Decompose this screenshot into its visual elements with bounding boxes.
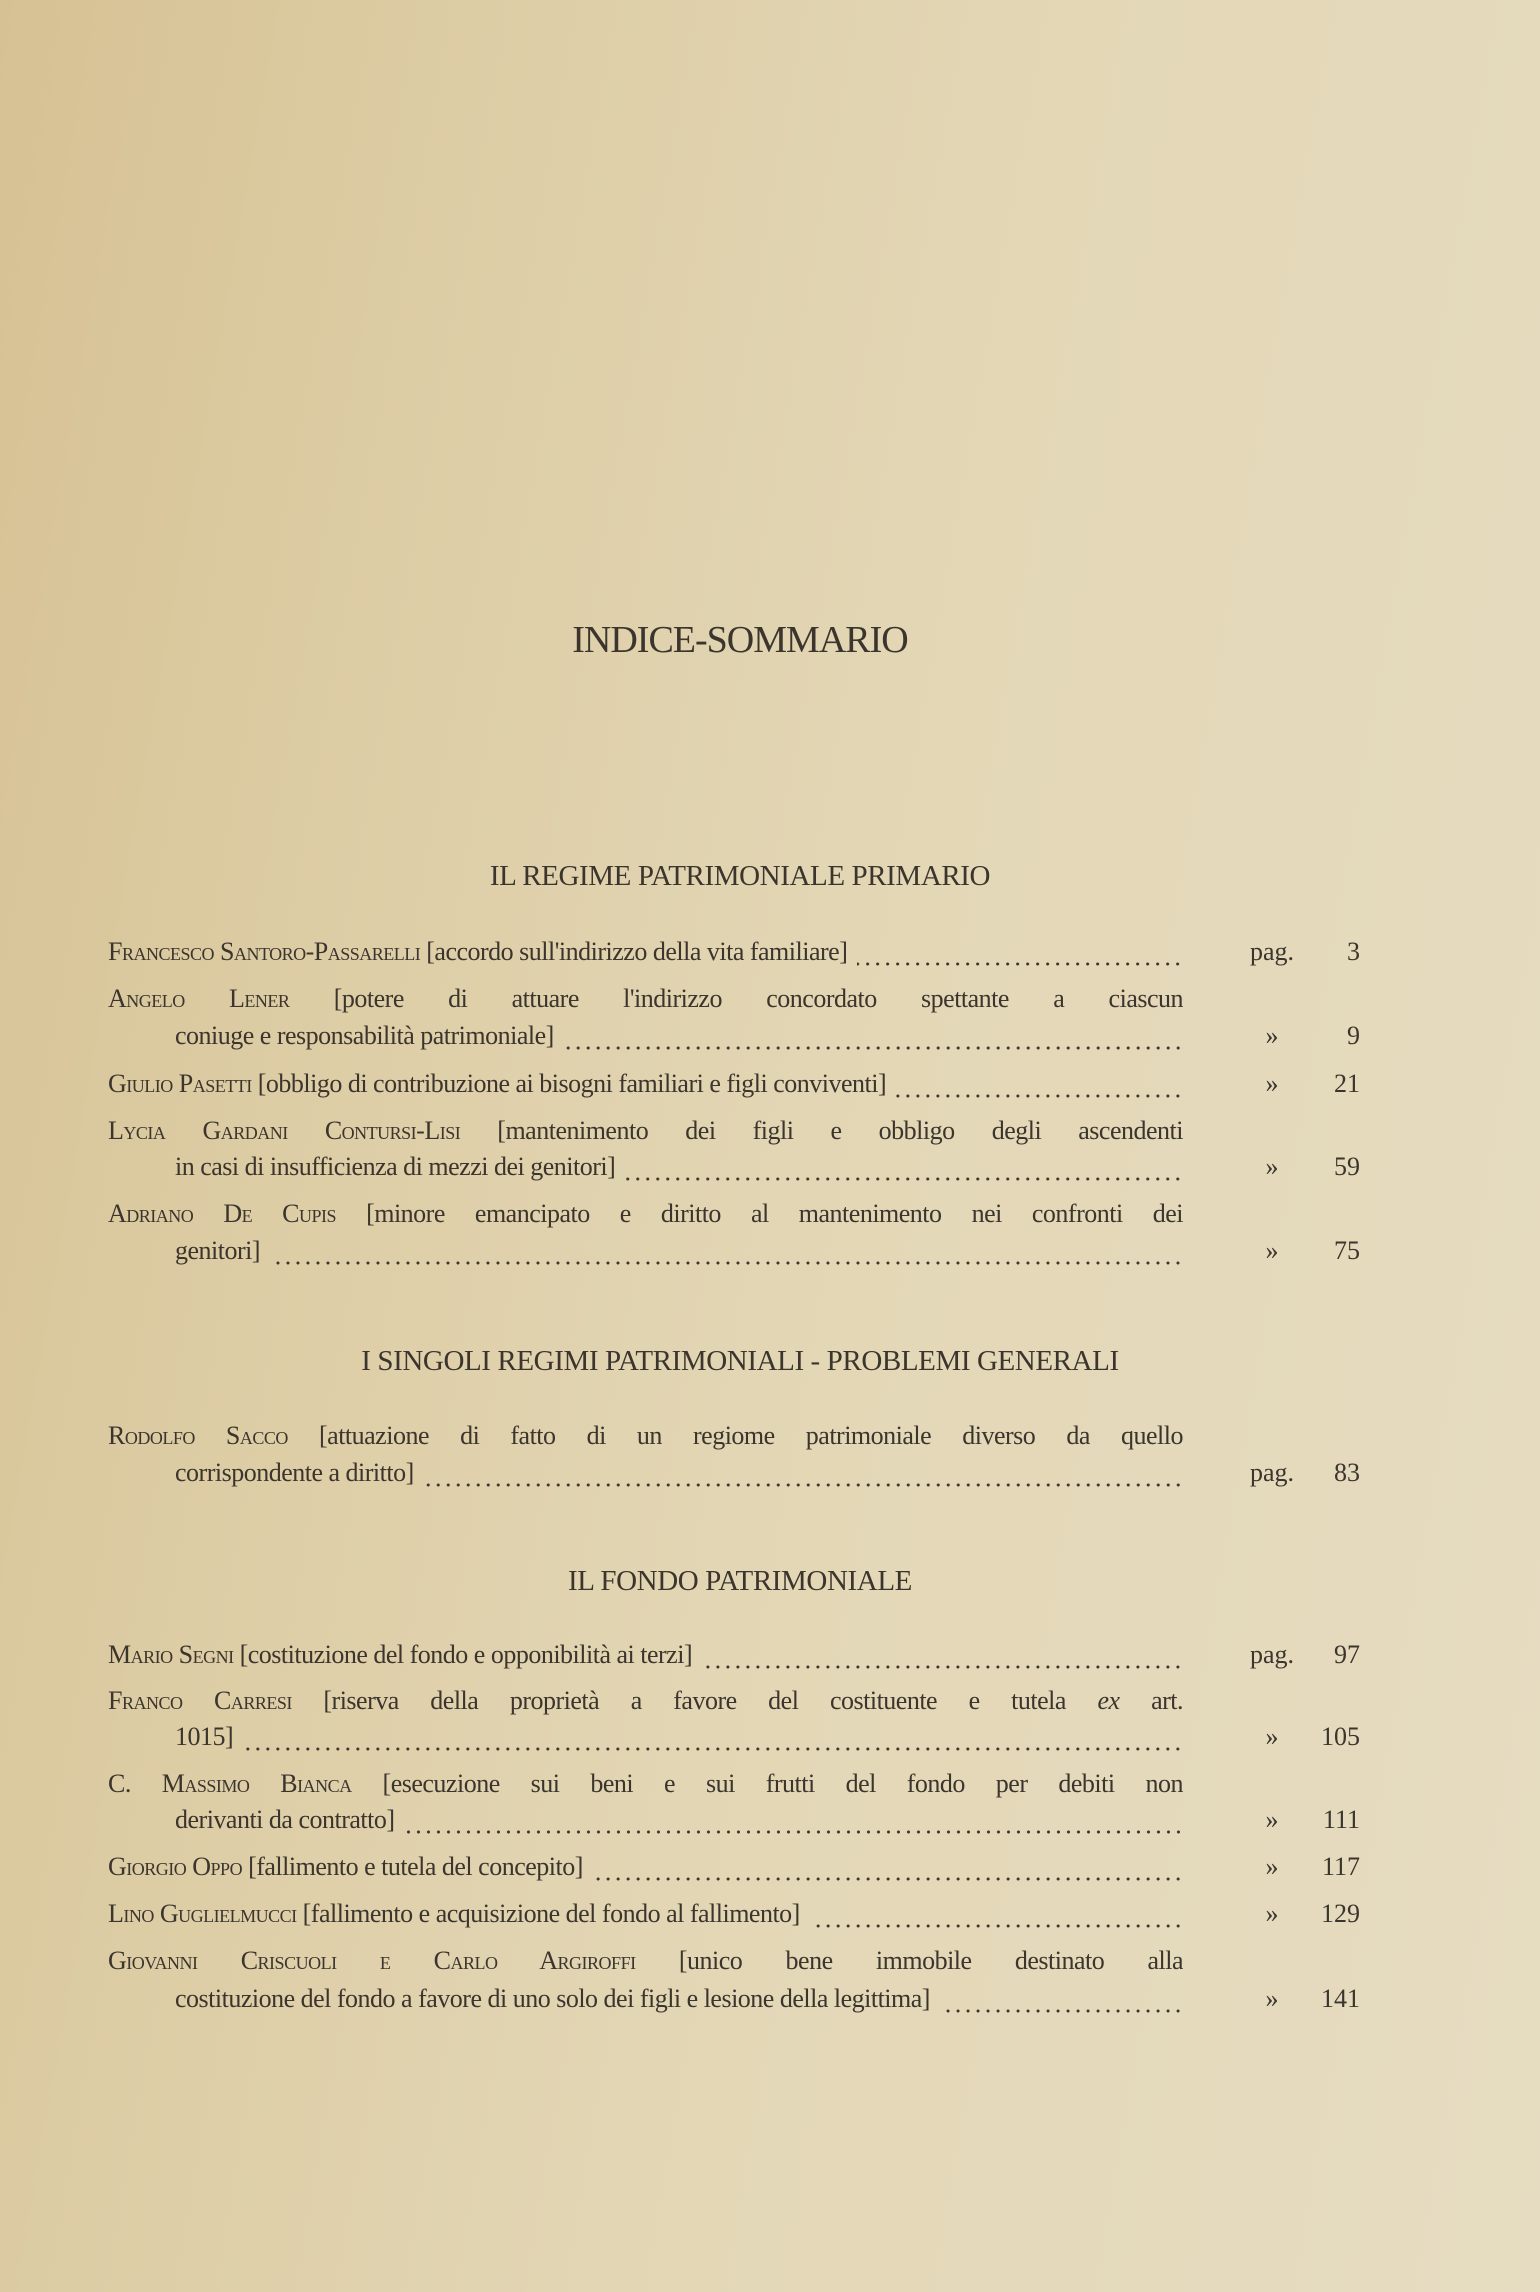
entry-topic-continued: genitori]	[175, 1236, 261, 1265]
dot-leader	[810, 1896, 1183, 1932]
page-marker: »	[1265, 1722, 1279, 1751]
page-marker: »	[1265, 1899, 1279, 1928]
page-marker: pag.	[1249, 1458, 1295, 1487]
dot-leader	[424, 1455, 1183, 1491]
page-title: INDICE-SOMMARIO	[572, 619, 908, 661]
entry-topic-continued: coniuge e responsabilità patrimoniale]	[175, 1021, 554, 1050]
dot-leader	[857, 934, 1183, 970]
page-marker: »	[1265, 1984, 1279, 2013]
section-heading: I SINGOLI REGIMI PATRIMONIALI - PROBLEMI GENERALI	[361, 1345, 1119, 1377]
dot-leader	[940, 1981, 1183, 2017]
entry-author: Francesco Santoro-Passarelli	[108, 937, 421, 966]
entry-topic: [mantenimento dei figli e obbligo degli ascendenti	[497, 1116, 1183, 1145]
section-heading: IL REGIME PATRIMONIALE PRIMARIO	[489, 860, 991, 892]
page-number: 59	[1334, 1152, 1360, 1181]
entry-author: C. Massimo Bianca	[108, 1769, 352, 1798]
entry-topic: [accordo sull'indirizzo della vita familiare]	[426, 937, 848, 966]
entry-topic: [riserva della proprietà a favore del costituente e tutela	[323, 1686, 1066, 1715]
page-marker: »	[1265, 1852, 1279, 1881]
page-number: 111	[1322, 1805, 1360, 1834]
page-marker: pag.	[1249, 937, 1295, 966]
page-number: 117	[1321, 1852, 1360, 1881]
entry-topic-continued: 1015]	[175, 1722, 234, 1751]
entry-author: Giorgio Oppo	[108, 1852, 243, 1881]
page-number: 21	[1334, 1069, 1360, 1098]
page-marker: »	[1265, 1236, 1279, 1265]
page-number: 141	[1321, 1984, 1360, 2013]
dot-leader	[702, 1637, 1183, 1673]
entry-topic: [obbligo di contribuzione ai bisogni familiari e figli conviventi]	[257, 1069, 887, 1098]
dot-leader	[625, 1149, 1183, 1185]
entry-topic: [attuazione di fatto di un regiome patrimoniale diverso da quello	[319, 1421, 1183, 1450]
page-number: 3	[1347, 937, 1360, 966]
entry-topic: [fallimento e tutela del concepito]	[248, 1852, 583, 1881]
entry-author: Giovanni Criscuoli e Carlo Argiroffi	[108, 1946, 636, 1975]
entry-author: Angelo Lener	[108, 984, 290, 1013]
entry-author: Giulio Pasetti	[108, 1069, 252, 1098]
page-marker: »	[1265, 1021, 1279, 1050]
entry-author: Adriano De Cupis	[108, 1199, 336, 1228]
entry-author: Lycia Gardani Contursi-Lisi	[108, 1116, 461, 1145]
page-number: 97	[1334, 1640, 1360, 1669]
entry-topic-continued: derivanti da contratto]	[175, 1805, 395, 1834]
entry-topic: [fallimento e acquisizione del fondo al fallimento]	[302, 1899, 800, 1928]
dot-leader	[405, 1802, 1183, 1838]
entry-topic-continued: in casi di insufficienza di mezzi dei genitori]	[175, 1152, 616, 1181]
page-marker: »	[1265, 1152, 1279, 1181]
entry-topic-continued: costituzione del fondo a favore di uno solo dei figli e lesione della legittima]	[175, 1984, 930, 2013]
page-number: 9	[1347, 1021, 1360, 1050]
page-marker: »	[1265, 1805, 1279, 1834]
entry-topic: [esecuzione sui beni e sui frutti del fondo per debiti non	[382, 1769, 1183, 1798]
entry-author: Lino Guglielmucci	[108, 1899, 297, 1928]
entry-topic-continued: corrispondente a diritto]	[175, 1458, 414, 1487]
dot-leader	[243, 1719, 1183, 1755]
page-number: 105	[1321, 1722, 1360, 1751]
section-heading: IL FONDO PATRIMONIALE	[568, 1565, 912, 1597]
page-number: 75	[1334, 1236, 1360, 1265]
entry-topic: [minore emancipato e diritto al mantenimento nei confronti dei	[366, 1199, 1183, 1228]
entry-topic: [costituzione del fondo e opponibilità ai terzi]	[239, 1640, 693, 1669]
dot-leader	[896, 1066, 1183, 1102]
page-number: 129	[1321, 1899, 1360, 1928]
page-marker: »	[1265, 1069, 1279, 1098]
entry-author: Mario Segni	[108, 1640, 234, 1669]
page-number: 83	[1334, 1458, 1360, 1487]
entry-author: Franco Carresi	[108, 1686, 292, 1715]
entry-topic: [unico bene immobile destinato alla	[678, 1946, 1183, 1975]
entry-topic-italic: ex	[1097, 1686, 1120, 1715]
page-marker: pag.	[1249, 1640, 1295, 1669]
dot-leader	[593, 1849, 1183, 1885]
dot-leader	[270, 1233, 1183, 1269]
entry-author: Rodolfo Sacco	[108, 1421, 288, 1450]
entry-topic: art.	[1151, 1686, 1183, 1715]
entry-topic: [potere di attuare l'indirizzo concordato spettante a ciascun	[333, 984, 1183, 1013]
dot-leader	[564, 1018, 1183, 1054]
